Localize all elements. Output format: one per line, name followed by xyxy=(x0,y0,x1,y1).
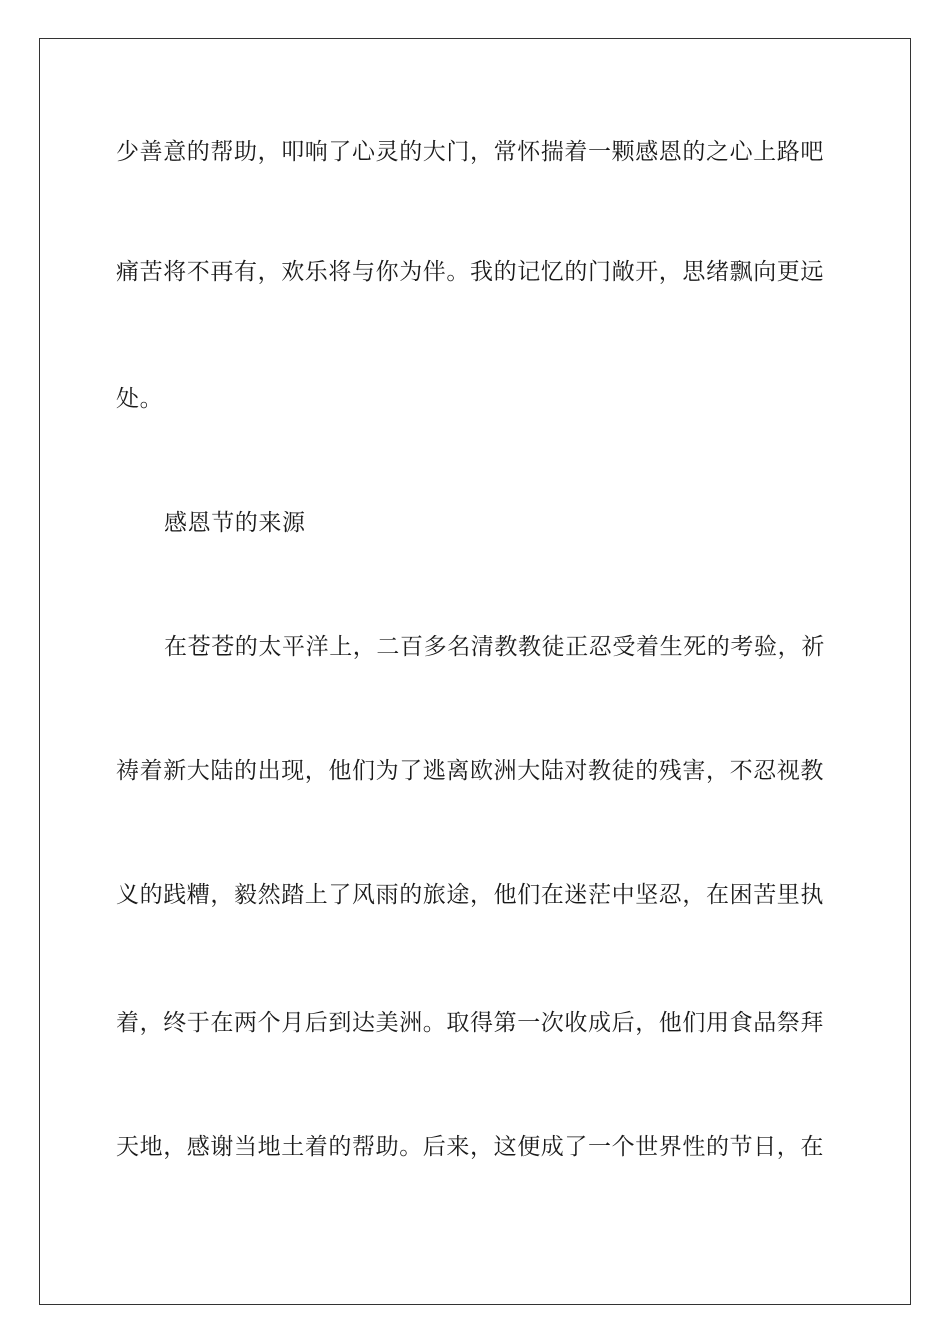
paragraph-line: 义的践糟，毅然踏上了风雨的旅途，他们在迷茫中坚忍，在困苦里执 xyxy=(116,882,824,908)
paragraph-line: 在苍苍的太平洋上，二百多名清教教徒正忍受着生死的考验，祈 xyxy=(164,634,825,660)
page-border xyxy=(39,38,911,1305)
paragraph-line: 着，终于在两个月后到达美洲。取得第一次收成后，他们用食品祭拜 xyxy=(116,1010,824,1036)
paragraph-line: 少善意的帮助，叩响了心灵的大门，常怀揣着一颗感恩的之心上路吧 xyxy=(116,139,824,165)
paragraph-line: 痛苦将不再有，欢乐将与你为伴。我的记忆的门敞开，思绪飘向更远 xyxy=(116,259,824,285)
paragraph-line: 天地，感谢当地土着的帮助。后来，这便成了一个世界性的节日，在 xyxy=(116,1134,824,1160)
section-heading: 感恩节的来源 xyxy=(164,510,306,536)
paragraph-line: 祷着新大陆的出现，他们为了逃离欧洲大陆对教徒的残害，不忍视教 xyxy=(116,758,824,784)
paragraph-line: 处。 xyxy=(116,386,164,412)
